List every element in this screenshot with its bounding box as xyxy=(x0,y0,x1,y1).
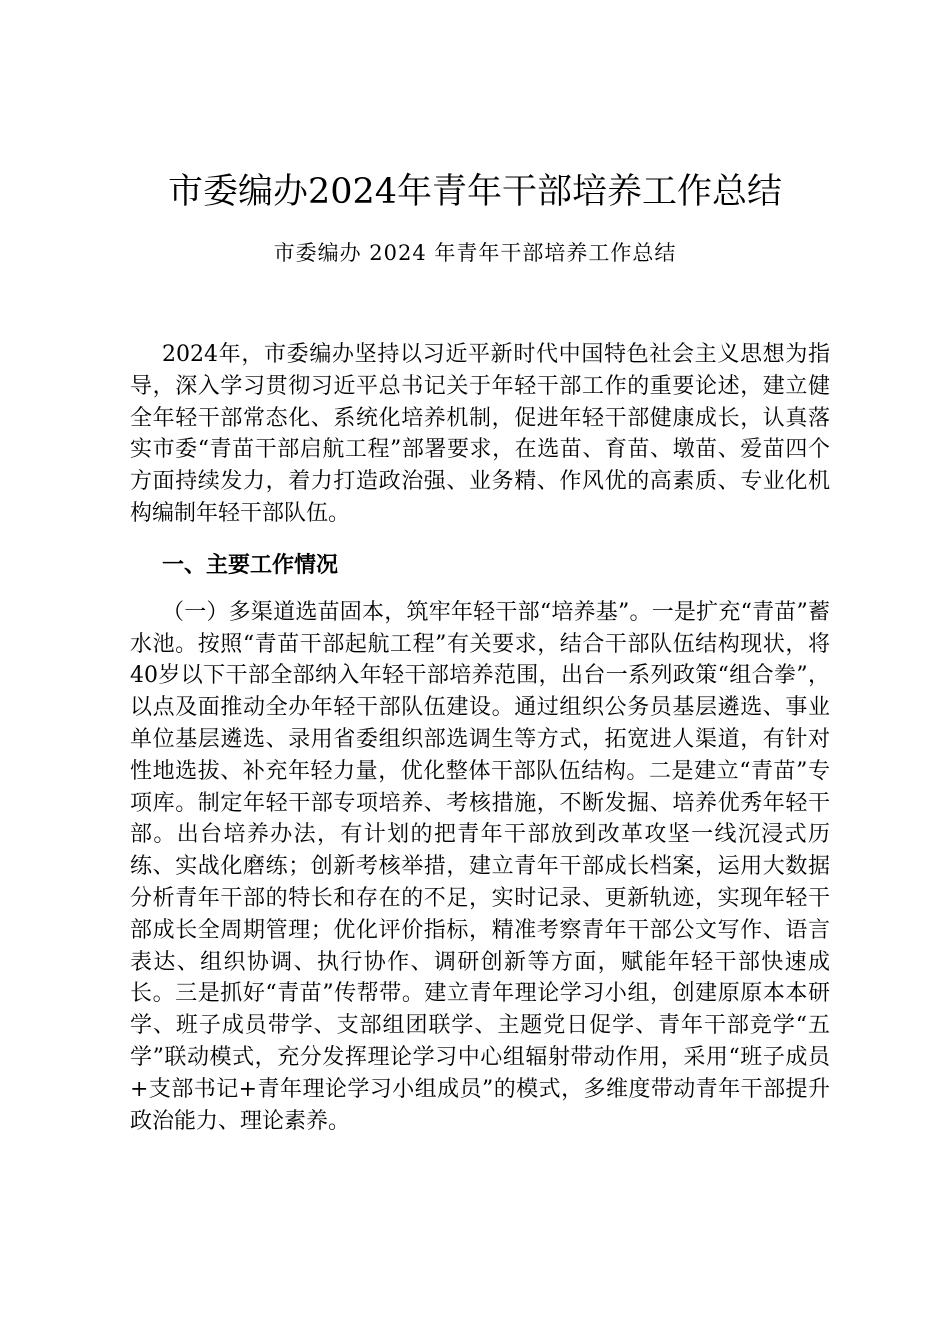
document-body xyxy=(130,339,830,1137)
body-paragraph: （一）多渠道选苗固本，筑牢年轻干部“培养基”。一是扩充“青苗”蓄水池。按照“青苗干部起航工程”有关要求，结合干部队伍结构现状，将40岁以下干部全部纳入年轻干部培养范围，出台一系列政策“组合拳”，以点及面推动全办年轻干部队伍建设。通过组织公务员基层遴选、事业单位基层遴选、录用省委组织部选调生等方式，拓宽进人渠道，有针对性地选拔、补充年轻力量，优化整体干部队伍结构。二是建立“青苗”专项库。制定年轻干部专项培养、考核措施，不断发掘、培养优秀年轻干部。出台培养办法，有计划的把青年干部放到改革攻坚一线沉浸式历练、实战化磨练；创新考核举措，建立青年干部成长档案，运用大数据分析青年干部的特长和存在的不足，实时记录、更新轨迹，实现年轻干部成长全周期管理；优化评价指标，精准考察青年干部公文写作、语言表达、组织协调、执行协作、调研创新等方面，赋能年轻干部快速成长。三是抓好“青苗”传帮带。建立青年理论学习小组，创建原原本本研学、班子成员带学、支部组团联学、主题党日促学、青年干部竞学“五学”联动模式，充分发挥理论学习中心组辐射带动作用，采用“班子成员+支部书记+青年理论学习小组成员”的模式，多维度带动青年干部提升政治能力、理论素养。 xyxy=(130,599,830,1134)
document-title: 市委编办2024年青年干部培养工作总结 xyxy=(167,172,783,212)
intro-paragraph: 2024年，市委编办坚持以习近平新时代中国特色社会主义思想为指导，深入学习贯彻习近平总书记关于年轻干部工作的重要论述，建立健全年轻干部常态化、系统化培养机制，促进年轻干部健康成长，认真落实市委“青苗干部启航工程”部署要求，在选苗、育苗、墩苗、爱苗四个方面持续发力，着力打造政治强、业务精、作风优的高素质、专业化机构编制年轻干部队伍。 xyxy=(130,342,830,526)
document-subtitle: 市委编办 2024 年青年干部培养工作总结 xyxy=(273,241,677,265)
section-heading: 一、主要工作情况 xyxy=(162,552,339,578)
